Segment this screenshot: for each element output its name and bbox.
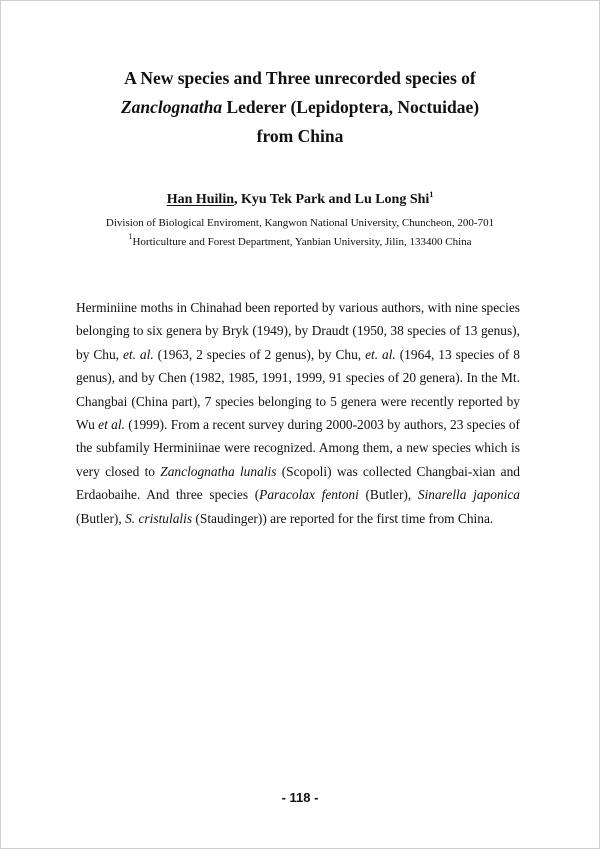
abstract-text: (Scopoli) was collected Changbai-xian and Erdaobaihe. And three species ( [76, 463, 520, 503]
species-name: Sinarella japonica [417, 487, 520, 503]
affiliation-marker: 1 [128, 232, 133, 241]
species-name: Zanclognatha lunalis [160, 463, 277, 479]
title-line-3: from China [256, 126, 344, 146]
title-line-2-rest: Lederer (Lepidoptera, Noctuidae) [222, 97, 480, 117]
title-line-2 [20, 93, 580, 122]
abstract-text: Herminiine moths in Chinahad been reported by various authors, with nine species belonging to six genera by Bryk (1949), by Draudt (1950, 38 species of 13 genus), by Chu, [76, 300, 520, 362]
abstract-paragraph [76, 296, 520, 530]
abstract-text: (1963, 2 species of 2 genus), by Chu, [153, 346, 366, 362]
affiliation-secondary-text: Horticulture and Forest Department, Yanbian University, Jilin, 133400 China [132, 236, 472, 248]
page-number: - 118 - [281, 790, 319, 805]
abstract-text: (1999). From a recent survey during 2000-2003 by authors, 23 species of the subfamily Herminiinae were recognized. Among them, a new species which is very closed to [76, 417, 520, 479]
abstract-et-al: et al. [98, 417, 125, 433]
abstract-et-al: et. al. [365, 346, 396, 362]
species-name: Paracolax fentoni [259, 487, 359, 503]
title-line-1: A New species and Three unrecorded species of [124, 68, 476, 88]
paper-title [20, 64, 580, 151]
title-genus: Zanclognatha [120, 97, 223, 117]
abstract-et-al: et. al. [122, 346, 154, 362]
affiliation-secondary [20, 232, 580, 249]
other-authors: , Kyu Tek Park and Lu Long Shi [234, 192, 430, 207]
author-list [20, 191, 580, 209]
author-affiliation-marker: 1 [429, 190, 434, 199]
abstract-text: (Butler), [358, 487, 418, 503]
first-author: Han Huilin [166, 192, 234, 207]
affiliation-primary: Division of Biological Enviroment, Kangwon National University, Chuncheon, 200-701 [105, 217, 495, 229]
abstract-text: (1964, 13 species of 8 genus), and by Chen (1982, 1985, 1991, 1999, 91 species of 20 genera). In the Mt. Changbai (China part), 7 species belonging to 5 genera were recently reported by Wu [76, 346, 520, 433]
abstract-text: (Staudinger)) are reported for the first time from China. [192, 510, 494, 526]
abstract-text: (Butler), [76, 510, 126, 526]
species-name: S. cristulalis [125, 510, 193, 526]
